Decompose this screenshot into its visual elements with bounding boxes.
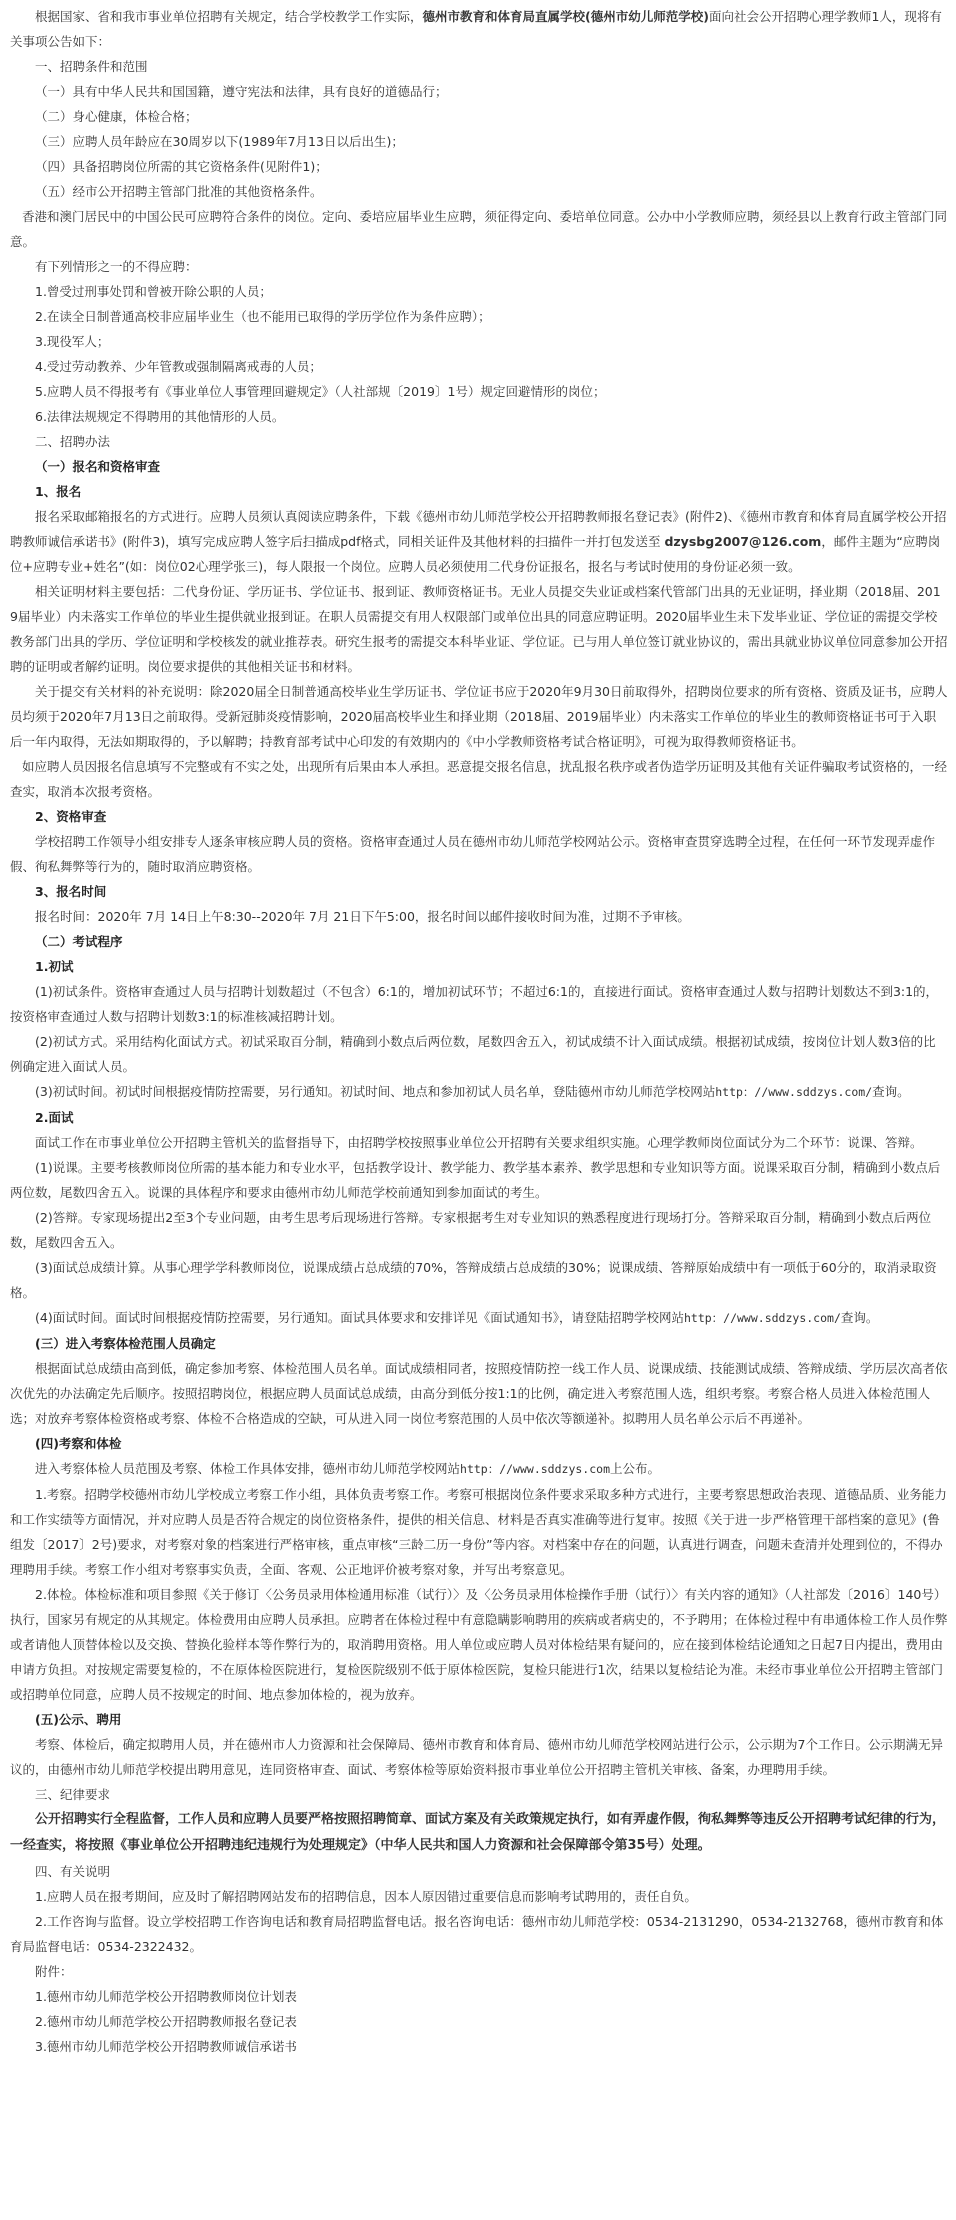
- interview-title: 2.面试: [35, 1110, 74, 1125]
- subsection-inspection-scope-title: (三）进入考察体检范围人员确定: [35, 1336, 216, 1351]
- discipline-paragraph: 公开招聘实行全程监督，工作人员和应聘人员要严格按照招聘简章、面试方案及有关政策规定执行，如有弄虚作假，徇私舞弊等违反公开招聘考试纪律的行为，一经查实，将按照《事业单位公开招聘违纪违规行为处理规定》（中华人民共和国人力资源和社会保障部令第35号）处理。: [10, 1812, 946, 1853]
- notice-paragraph: 1.应聘人员在报考期间，应及时了解招聘网站发布的招聘信息，因本人原因错过重要信息而影响考试聘用的，责任自负。: [35, 1889, 697, 1904]
- materials-supplement-paragraph: 关于提交有关材料的补充说明：除2020届全日制普通高校毕业生学历证书、学位证书应于2020年9月30日前取得外，招聘岗位要求的所有资格、资质及证书，应聘人员均须于2020年7月13日之前取得。受新冠肺炎疫情影响，2020届高校毕业生和择业期（2018届、2019届毕业）内未落实工作单位的毕业生的教师资格证书可于入职后一年内取得，无法如期取得的，予以解聘；持教育部考试中心印发的有效期内的《中小学教师资格考试合格证明》，可视为取得教师资格证书。: [10, 684, 948, 749]
- interview-score: (3)面试总成绩计算。从事心理学学科教师岗位，说课成绩占总成绩的70%，答辩成绩占总成绩的30%；说课成绩、答辩原始成绩中有一项低于60分的，取消录取资格。: [10, 1260, 937, 1300]
- section-2-title: 二、招聘办法: [35, 434, 111, 449]
- inspection-notice: 进入考察体检人员范围及考察、体检工作具体安排，德州市幼儿师范学校网站http：//www.sddzys.com上公布。: [35, 1461, 661, 1476]
- qualification-title: 2、资格审查: [35, 809, 107, 824]
- attachments-title: 附件：: [35, 1964, 73, 1979]
- exclusion-item: 4.受过劳动教养、少年管教或强制隔离戒毒的人员；: [35, 359, 322, 374]
- hk-macau-paragraph: 香港和澳门居民中的中国公民可应聘符合条件的岗位。定向、委培应届毕业生应聘，须征得定向、委培单位同意。公办中小学教师应聘，须经县以上教育行政主管部门同意。: [10, 209, 948, 249]
- registration-title: 1、报名: [35, 484, 82, 499]
- preliminary-title: 1.初试: [35, 959, 74, 974]
- publicity-paragraph: 考察、体检后，确定拟聘用人员，并在德州市人力资源和社会保障局、德州市教育和体育局、德州市幼儿师范学校网站进行公示，公示期为7个工作日。公示期满无异议的，由德州市幼儿师范学校提出聘用意见，连同资格审查、面试、考察体检等原始资料报市事业单位公开招聘主管机关审核、备案，办理聘用手续。: [10, 1737, 943, 1777]
- school-name: 德州市教育和体育局直属学校(德州市幼儿师范学校): [422, 9, 709, 24]
- registration-time-title: 3、报名时间: [35, 884, 107, 899]
- interview-defense: (2)答辩。专家现场提出2至3个专业问题，由考生思考后现场进行答辩。专家根据考生对专业知识的熟悉程度进行现场打分。答辩采取百分制，精确到小数点后两位数，尾数四舍五入。: [10, 1210, 932, 1250]
- condition-item: （四）具备招聘岗位所需的其它资格条件(见附件1)；: [35, 159, 328, 174]
- physical-exam-paragraph: 2.体检。体检标准和项目参照《关于修订〈公务员录用体检通用标准（试行）〉及〈公务员录用体检操作手册（试行）〉有关内容的通知》（人社部发〔2016〕140号）执行，国家另有规定的从其规定。体检费用由应聘人员承担。应聘者在体检过程中有意隐瞒影响聘用的疾病或者病史的，不予聘用；在体检过程中有串通体检工作人员作弊或者请他人顶替体检以及交换、替换化验样本等作弊行为的，取消聘用资格。用人单位或应聘人员对体检结果有疑问的，应在接到体检结论通知之日起7日内提出，费用由申请方负担。对按规定需要复检的，不在原体检医院进行，复检医院级别不低于原体检医院，复检只能进行1次，结果以复检结论为准。未经市事业单位公开招聘主管部门或招聘单位同意，应聘人员不按规定的时间、地点参加体检的，视为放弃。: [10, 1587, 948, 1702]
- registration-time-paragraph: 报名时间：2020年 7月 14日上午8:30--2020年 7月 21日下午5:00，报名时间以邮件接收时间为准，过期不予审核。: [35, 909, 690, 924]
- subsection-inspection-title: (四)考察和体检: [35, 1436, 122, 1451]
- interview-time: (4)面试时间。面试时间根据疫情防控需要，另行通知。面试具体要求和安排详见《面试通知书》，请登陆招聘学校网站http：//www.sddzys.com/查询。: [35, 1310, 879, 1325]
- preliminary-time: (3)初试时间。初试时间根据疫情防控需要，另行通知。初试时间、地点和参加初试人员名单，登陆德州市幼儿师范学校网站http：//www.sddzys.com/查询。: [35, 1084, 910, 1099]
- school-website-link[interactable]: http：//www.sddzys.com/: [715, 1085, 873, 1099]
- condition-item: （二）身心健康，体检合格；: [35, 109, 198, 124]
- condition-item: （五）经市公开招聘主管部门批准的其他资格条件。: [35, 184, 323, 199]
- exclusion-item: 6.法律法规规定不得聘用的其他情形的人员。: [35, 409, 285, 424]
- attachment-item[interactable]: 3.德州市幼儿师范学校公开招聘教师诚信承诺书: [35, 2039, 297, 2054]
- school-website-link[interactable]: http：//www.sddzys.com/: [683, 1311, 841, 1325]
- contact-paragraph: 2.工作咨询与监督。设立学校招聘工作咨询电话和教育局招聘监督电话。报名咨询电话：德州市幼儿师范学校：0534-2131290，0534-2132768，德州市教育和体育局监督电话：0534-2322432。: [10, 1914, 944, 1954]
- section-3-title: 三、纪律要求: [35, 1787, 111, 1802]
- interview-intro: 面试工作在市事业单位公开招聘主管机关的监督指导下，由招聘学校按照事业单位公开招聘有关要求组织实施。心理学教师岗位面试分为二个环节：说课、答辩。: [35, 1135, 923, 1150]
- subsection-exam-title: （二）考试程序: [35, 934, 123, 949]
- preliminary-condition: (1)初试条件。资格审查通过人员与招聘计划数超过（不包含）6:1的，增加初试环节；不超过6:1的，直接进行面试。资格审查通过人数与招聘计划数达不到3:1的，按资格审查通过人数与招聘计划数3:1的标准核减招聘计划。: [10, 984, 939, 1024]
- condition-item: （一）具有中华人民共和国国籍，遵守宪法和法律，具有良好的道德品行；: [35, 84, 448, 99]
- school-website-link[interactable]: http：//www.sddzys.com: [460, 1462, 610, 1476]
- subsection-registration-title: （一）报名和资格审查: [35, 459, 161, 474]
- preliminary-method: (2)初试方式。采用结构化面试方式。初试采取百分制，精确到小数点后两位数，尾数四舍五入，初试成绩不计入面试成绩。根据初试成绩，按岗位计划人数3倍的比例确定进入面试人员。: [10, 1034, 936, 1074]
- condition-item: （三）应聘人员年龄应在30周岁以下(1989年7月13日以后出生)；: [35, 134, 404, 149]
- interview-lecture: (1)说课。主要考核教师岗位所需的基本能力和专业水平，包括教学设计、教学能力、教学基本素养、教学思想和专业知识等方面。说课采取百分制，精确到小数点后两位数，尾数四舍五入。说课的具体程序和要求由德州市幼儿师范学校前通知到参加面试的考生。: [10, 1160, 941, 1200]
- attachment-item[interactable]: 2.德州市幼儿师范学校公开招聘教师报名登记表: [35, 2014, 297, 2029]
- exclusion-item: 2.在读全日制普通高校非应届毕业生（也不能用已取得的学历学位作为条件应聘）；: [35, 309, 491, 324]
- section-1-title: 一、招聘条件和范围: [35, 59, 148, 74]
- exclusion-item: 3.现役军人；: [35, 334, 110, 349]
- inspection-scope-paragraph: 根据面试总成绩由高到低，确定参加考察、体检范围人员名单。面试成绩相同者，按照疫情防控一线工作人员、说课成绩、技能测试成绩、答辩成绩、学历层次高者依次优先的办法确定先后顺序。按照招聘岗位，根据应聘人员面试总成绩，由高分到低分按1:1的比例，确定进入考察范围人选，组织考察。考察合格人员进入体检范围人选；对放弃考察体检资格或考察、体检不合格造成的空缺，可从进入同一岗位考察范围的人员中依次等额递补。拟聘用人员名单公示后不再递补。: [10, 1361, 948, 1426]
- exclusion-title: 有下列情形之一的不得应聘：: [35, 259, 198, 274]
- registration-email: dzysbg2007@126.com: [664, 534, 822, 549]
- exclusion-item: 5.应聘人员不得报考有《事业单位人事管理回避规定》（人社部规〔2019〕1号）规定回避情形的岗位；: [35, 384, 606, 399]
- intro-paragraph: 根据国家、省和我市事业单位招聘有关规定，结合学校教学工作实际，德州市教育和体育局直属学校(德州市幼儿师范学校)面向社会公开招聘心理学教师1人，现将有关事项公告如下：: [10, 9, 942, 49]
- qualification-paragraph: 学校招聘工作领导小组安排专人逐条审核应聘人员的资格。资格审查通过人员在德州市幼儿师范学校网站公示。资格审查贯穿选聘全过程，在任何一环节发现弄虚作假、徇私舞弊等行为的，随时取消应聘资格。: [10, 834, 936, 874]
- attachment-item[interactable]: 1.德州市幼儿师范学校公开招聘教师岗位计划表: [35, 1989, 297, 2004]
- registration-paragraph: 报名采取邮箱报名的方式进行。应聘人员须认真阅读应聘条件，下载《德州市幼儿师范学校公开招聘教师报名登记表》(附件2)、《德州市教育和体育局直属学校公开招聘教师诚信承诺书》(附件3)，填写完成应聘人签字后扫描成pdf格式，同相关证件及其他材料的扫描件一并打包发送至 dzysbg2007@126.com，邮件主题为“应聘岗位+应聘专业+姓名”(如：岗位02心理学张三)，每人限报一个岗位。应聘人员必须使用二代身份证报名，报名与考试时使用的身份证必须一致。: [10, 509, 947, 574]
- inspection-paragraph: 1.考察。招聘学校德州市幼儿学校成立考察工作小组，具体负责考察工作。考察可根据岗位条件要求采取多种方式进行，主要考察思想政治表现、道德品质、业务能力和工作实绩等方面情况，并对应聘人员是否符合规定的岗位资格条件，提供的相关信息、材料是否真实准确等进行复审。按照《关于进一步严格管理干部档案的意见》(鲁组发〔2017〕2号)要求，对考察对象的档案进行严格审核，重点审核“三龄二历一身份”等内容。对档案中存在的问题，认真进行调查，问题未查清并处理到位的，不得办理聘用手续。考察工作小组对考察事实负责，全面、客观、公正地评价被考察对象，并写出考察意见。: [10, 1487, 947, 1577]
- materials-paragraph: 相关证明材料主要包括：二代身份证、学历证书、学位证书、报到证、教师资格证书。无业人员提交失业证或档案代管部门出具的无业证明，择业期（2018届、2019届毕业）内未落实工作单位的毕业生提供就业报到证。在职人员需提交有用人权限部门或单位出具的同意应聘证明。2020届毕业生未下发毕业证、学位证的需提交学校教务部门出具的学历、学位证明和学校核发的就业推荐表。研究生报考的需提交本科毕业证、学位证。已与用人单位签订就业协议的，需出具就业协议单位同意参加公开招聘的证明或者解约证明。岗位要求提供的其他相关证书和材料。: [10, 584, 948, 674]
- exclusion-item: 1.曾受过刑事处罚和曾被开除公职的人员；: [35, 284, 272, 299]
- false-info-paragraph: 如应聘人员因报名信息填写不完整或有不实之处，出现所有后果由本人承担。恶意提交报名信息，扰乱报名秩序或者伪造学历证明及其他有关证件骗取考试资格的，一经查实，取消本次报考资格。: [10, 759, 948, 799]
- section-4-title: 四、有关说明: [35, 1864, 111, 1879]
- subsection-publicity-title: (五)公示、聘用: [35, 1712, 122, 1727]
